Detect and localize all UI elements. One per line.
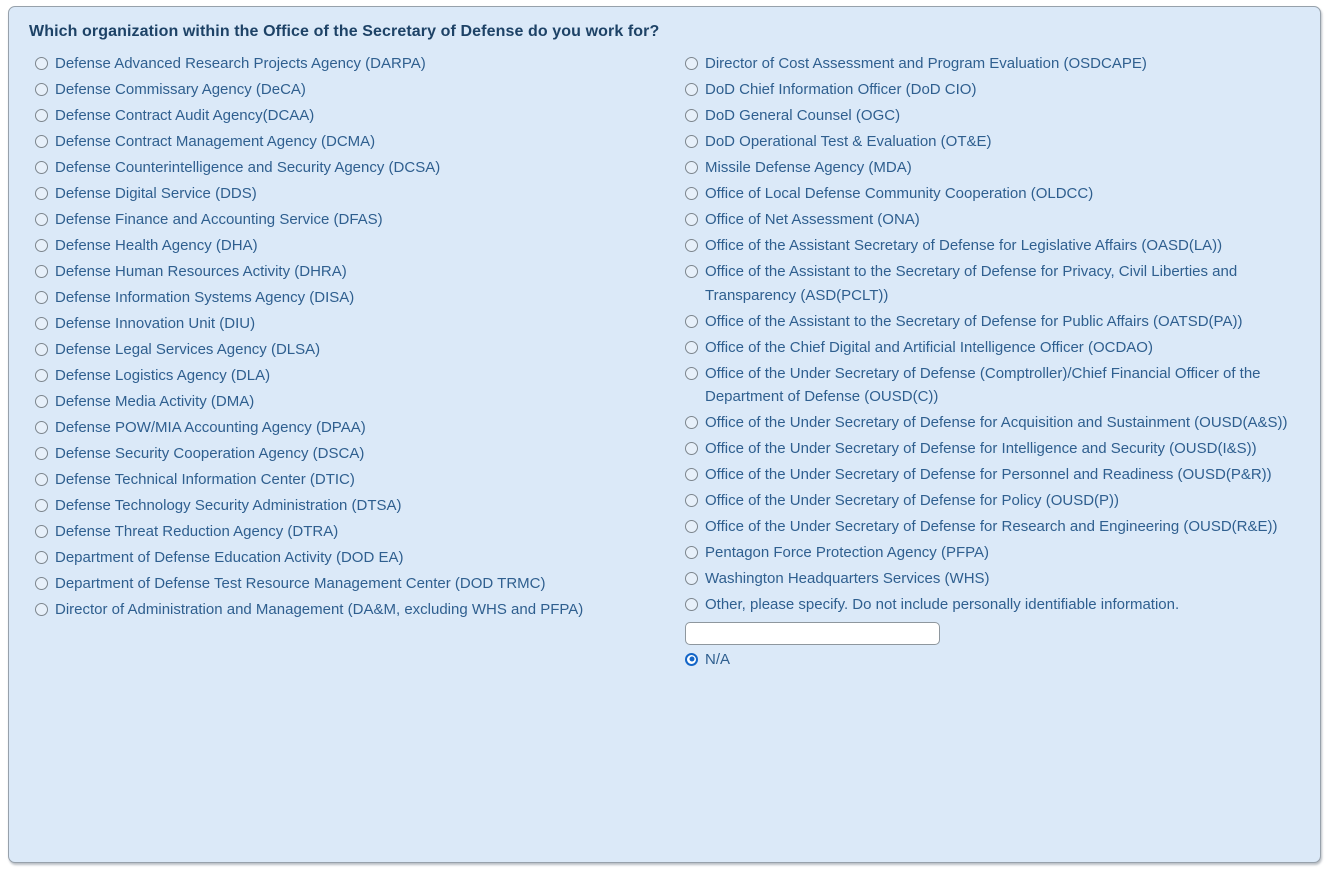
- radio-option[interactable]: [679, 78, 1302, 102]
- radio-icon[interactable]: [35, 57, 48, 70]
- option-label: Defense Media Activity (DMA): [55, 393, 255, 410]
- radio-option[interactable]: [29, 104, 679, 128]
- options-list-right: [679, 52, 1302, 617]
- question-title: Which organization within the Office of the Secretary of Defense do you work for?: [29, 23, 660, 40]
- radio-icon[interactable]: [35, 109, 48, 122]
- option-label: Defense Technical Information Center (DTIC): [55, 471, 355, 488]
- option-label: Defense Technology Security Administration (DTSA): [55, 497, 402, 514]
- option-label: Office of the Assistant to the Secretary of Defense for Public Affairs (OATSD(PA)): [705, 312, 1243, 330]
- radio-option[interactable]: [29, 494, 679, 518]
- radio-icon[interactable]: [35, 135, 48, 148]
- radio-icon[interactable]: [35, 343, 48, 356]
- radio-icon[interactable]: [685, 546, 698, 559]
- radio-option[interactable]: [29, 78, 679, 102]
- radio-option[interactable]: [679, 104, 1302, 128]
- options-column-left: [29, 50, 679, 674]
- radio-option[interactable]: [29, 364, 679, 388]
- radio-option[interactable]: [679, 234, 1302, 258]
- radio-option[interactable]: [679, 260, 1302, 307]
- radio-icon[interactable]: [685, 367, 698, 380]
- radio-option[interactable]: [679, 593, 1302, 617]
- radio-option[interactable]: [679, 52, 1302, 76]
- option-label: Office of the Chief Digital and Artificial Intelligence Officer (OCDAO): [705, 338, 1153, 356]
- option-label: Pentagon Force Protection Agency (PFPA): [705, 544, 990, 561]
- radio-option[interactable]: [679, 515, 1302, 539]
- radio-icon[interactable]: [35, 447, 48, 460]
- option-label: DoD General Counsel (OGC): [705, 107, 901, 124]
- option-label: Defense Commissary Agency (DeCA): [55, 81, 306, 98]
- radio-option[interactable]: [29, 546, 679, 570]
- option-label: Defense Health Agency (DHA): [55, 237, 258, 254]
- radio-option[interactable]: [679, 156, 1302, 180]
- radio-icon[interactable]: [685, 109, 698, 122]
- radio-option[interactable]: [29, 208, 679, 232]
- option-label: Defense Security Cooperation Agency (DSCA): [55, 445, 365, 462]
- option-label: Defense Innovation Unit (DIU): [55, 315, 256, 332]
- radio-icon[interactable]: [685, 187, 698, 200]
- option-label: Office of the Assistant Secretary of Defense for Legislative Affairs (OASD(LA)): [705, 237, 1223, 254]
- option-label: Office of the Assistant to the Secretary of Defense for Privacy, Civil Liberties and Transparency (ASD(PCLT)): [705, 263, 1238, 304]
- radio-icon[interactable]: [35, 291, 48, 304]
- radio-icon[interactable]: [35, 265, 48, 278]
- radio-icon[interactable]: [685, 494, 698, 507]
- option-label: Defense Contract Management Agency (DCMA): [55, 133, 376, 150]
- radio-option[interactable]: [29, 182, 679, 206]
- radio-option-na[interactable]: [679, 648, 1302, 672]
- radio-option[interactable]: [679, 336, 1302, 360]
- radio-option[interactable]: [29, 312, 679, 336]
- radio-option[interactable]: [29, 338, 679, 362]
- radio-option[interactable]: [29, 520, 679, 544]
- radio-option[interactable]: [679, 489, 1302, 513]
- radio-icon[interactable]: [35, 499, 48, 512]
- radio-icon[interactable]: [35, 473, 48, 486]
- radio-icon[interactable]: [685, 341, 698, 354]
- radio-icon[interactable]: [685, 135, 698, 148]
- radio-option[interactable]: [679, 437, 1302, 461]
- radio-option[interactable]: [679, 208, 1302, 232]
- option-label: Defense POW/MIA Accounting Agency (DPAA): [55, 419, 366, 436]
- radio-icon[interactable]: [685, 598, 698, 611]
- radio-icon[interactable]: [35, 187, 48, 200]
- radio-icon[interactable]: [685, 468, 698, 481]
- radio-option[interactable]: [29, 130, 679, 154]
- radio-icon[interactable]: [685, 213, 698, 226]
- option-label: Defense Logistics Agency (DLA): [55, 367, 271, 384]
- radio-icon[interactable]: [35, 239, 48, 252]
- radio-option[interactable]: [29, 286, 679, 310]
- radio-icon[interactable]: [35, 369, 48, 382]
- radio-icon[interactable]: [685, 161, 698, 174]
- radio-option[interactable]: [679, 411, 1302, 435]
- radio-option[interactable]: [679, 130, 1302, 154]
- radio-icon[interactable]: [685, 265, 698, 278]
- option-label: Washington Headquarters Services (WHS): [705, 570, 990, 587]
- option-label: Defense Digital Service (DDS): [55, 185, 257, 202]
- radio-icon[interactable]: [35, 525, 48, 538]
- option-label: Defense Legal Services Agency (DLSA): [55, 341, 321, 358]
- radio-icon[interactable]: [685, 520, 698, 533]
- option-label: DoD Chief Information Officer (DoD CIO): [705, 81, 977, 98]
- radio-option[interactable]: [29, 416, 679, 440]
- option-label: Office of Net Assessment (ONA): [705, 211, 920, 228]
- option-label: Other, please specify. Do not include personally identifiable information.: [705, 596, 1180, 613]
- option-label: Office of Local Defense Community Cooperation (OLDCC): [705, 185, 1094, 202]
- other-specify-input[interactable]: [685, 622, 940, 645]
- option-label: Defense Information Systems Agency (DISA): [55, 289, 355, 306]
- option-label: Office of the Under Secretary of Defense for Acquisition and Sustainment (OUSD(A&S)): [705, 414, 1288, 431]
- radio-option[interactable]: [29, 442, 679, 466]
- option-label: Office of the Under Secretary of Defense for Personnel and Readiness (OUSD(P&R)): [705, 466, 1272, 483]
- radio-icon[interactable]: [35, 603, 48, 616]
- radio-icon[interactable]: [35, 395, 48, 408]
- options-column-right: [679, 50, 1302, 674]
- radio-option[interactable]: [29, 572, 679, 596]
- radio-icon[interactable]: [685, 416, 698, 429]
- radio-icon[interactable]: [685, 572, 698, 585]
- radio-icon[interactable]: [685, 315, 698, 328]
- option-label: DoD Operational Test & Evaluation (OT&E): [705, 133, 992, 150]
- radio-option[interactable]: [679, 182, 1302, 206]
- radio-icon[interactable]: [685, 57, 698, 70]
- radio-option[interactable]: [679, 310, 1302, 334]
- option-label: Defense Counterintelligence and Security Agency (DCSA): [55, 159, 441, 176]
- radio-option[interactable]: [29, 156, 679, 180]
- option-label: Office of the Under Secretary of Defense for Intelligence and Security (OUSD(I&S)): [705, 440, 1257, 457]
- radio-icon[interactable]: [35, 421, 48, 434]
- option-label: Director of Administration and Management (DA&M, excluding WHS and PFPA): [55, 601, 584, 618]
- radio-icon[interactable]: [685, 83, 698, 96]
- option-label: Missile Defense Agency (MDA): [705, 159, 912, 176]
- radio-option[interactable]: [29, 598, 679, 622]
- option-label: Office of the Under Secretary of Defense for Research and Engineering (OUSD(R&E)): [705, 518, 1278, 535]
- radio-icon[interactable]: [35, 213, 48, 226]
- radio-icon[interactable]: [35, 551, 48, 564]
- option-label: N/A: [705, 650, 731, 668]
- option-label: Office of the Under Secretary of Defense for Policy (OUSD(P)): [705, 492, 1120, 509]
- options-columns: [21, 50, 1302, 674]
- option-label: Defense Contract Audit Agency(DCAA): [55, 107, 315, 124]
- option-label: Department of Defense Test Resource Management Center (DOD TRMC): [55, 575, 546, 592]
- radio-option[interactable]: [29, 468, 679, 492]
- radio-icon[interactable]: [35, 317, 48, 330]
- radio-option[interactable]: [29, 260, 679, 284]
- radio-option[interactable]: [679, 567, 1302, 591]
- option-label: Defense Advanced Research Projects Agency (DARPA): [55, 55, 426, 72]
- radio-icon[interactable]: [35, 577, 48, 590]
- radio-option[interactable]: [679, 541, 1302, 565]
- radio-icon[interactable]: [685, 239, 698, 252]
- option-label: Director of Cost Assessment and Program Evaluation (OSDCAPE): [705, 55, 1147, 72]
- option-label: Office of the Under Secretary of Defense (Comptroller)/Chief Financial Officer of the Department of Defense (OUSD(C)): [705, 364, 1261, 405]
- radio-option[interactable]: [29, 390, 679, 414]
- radio-option[interactable]: [29, 234, 679, 258]
- radio-option[interactable]: [679, 463, 1302, 487]
- radio-option[interactable]: [679, 362, 1302, 409]
- option-label: Defense Human Resources Activity (DHRA): [55, 263, 347, 280]
- radio-icon[interactable]: [685, 442, 698, 455]
- option-label: Defense Threat Reduction Agency (DTRA): [55, 523, 339, 540]
- radio-icon[interactable]: [35, 161, 48, 174]
- radio-selected-icon[interactable]: [685, 653, 698, 666]
- radio-option[interactable]: [29, 52, 679, 76]
- option-label: Defense Finance and Accounting Service (DFAS): [55, 211, 383, 228]
- survey-question-panel: [8, 6, 1321, 863]
- radio-icon[interactable]: [35, 83, 48, 96]
- option-label: Department of Defense Education Activity (DOD EA): [55, 549, 404, 566]
